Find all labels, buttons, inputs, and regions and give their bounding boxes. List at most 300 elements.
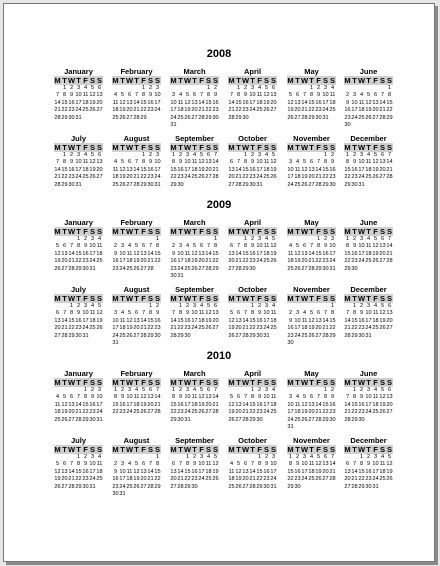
day-number: 21: [235, 258, 242, 265]
day-number: 13: [61, 468, 68, 475]
day-number: 25: [228, 483, 235, 490]
day-number: 10: [154, 92, 161, 99]
day-number: 30: [154, 332, 161, 339]
day-number: 7: [55, 92, 60, 99]
day-number: 24: [351, 114, 358, 121]
weekday-label: W: [358, 445, 366, 454]
day-number: 11: [329, 92, 336, 99]
day-number: 31: [287, 423, 294, 430]
day-number: 6: [97, 85, 102, 91]
day-number: 28: [140, 332, 147, 339]
day-number: 12: [198, 159, 205, 166]
day-number: 29: [329, 332, 336, 339]
day-number: 3: [257, 236, 262, 242]
month-name: July: [70, 436, 86, 445]
weekday-label: T: [134, 445, 139, 454]
weekday-label: M: [344, 294, 351, 303]
day-grid: [54, 454, 103, 491]
day-number: 11: [54, 401, 61, 408]
weekday-label: M: [54, 445, 61, 454]
day-number: 5: [236, 461, 241, 468]
day-number: 1: [76, 454, 81, 460]
day-number: 17: [184, 401, 191, 408]
day-number: 16: [170, 258, 177, 265]
day-number: 14: [75, 401, 82, 408]
day-number: 25: [119, 332, 126, 339]
day-number: 15: [287, 468, 294, 475]
day-number: 7: [323, 310, 328, 317]
day-number: 29: [75, 265, 82, 272]
day-number: 26: [205, 325, 212, 332]
month-name: March: [183, 369, 206, 378]
day-number: 3: [302, 454, 307, 460]
day-number: 11: [294, 401, 301, 408]
day-number: 29: [82, 416, 89, 423]
day-number: 21: [228, 107, 235, 114]
day-number: 16: [177, 401, 184, 408]
day-number: 11: [126, 250, 133, 257]
day-number: 18: [54, 409, 61, 416]
day-number: 6: [316, 310, 321, 317]
day-number: 7: [62, 310, 67, 317]
day-number: 4: [309, 454, 314, 460]
day-number: 7: [155, 387, 160, 393]
day-number: 2: [178, 152, 183, 158]
weekday-label: T: [295, 76, 300, 85]
day-number: 28: [301, 114, 308, 121]
weekday-label: S: [322, 143, 328, 152]
day-grid: [170, 152, 219, 189]
weekday-label: M: [54, 143, 61, 152]
day-number: 5: [373, 236, 378, 242]
day-number: 5: [309, 310, 314, 317]
day-number: 1: [352, 303, 357, 309]
weekday-label: T: [366, 294, 371, 303]
day-number: 4: [113, 159, 118, 166]
weekday-label: T: [236, 143, 241, 152]
day-number: 5: [271, 152, 276, 158]
day-number: 15: [147, 317, 154, 324]
day-number: 24: [177, 265, 184, 272]
day-number: 6: [271, 85, 276, 91]
day-number: 10: [89, 461, 96, 468]
day-number: 29: [344, 265, 351, 272]
weekday-label: T: [134, 294, 139, 303]
weekday-header: [228, 445, 277, 454]
day-number: 15: [112, 401, 119, 408]
day-number: 7: [330, 454, 335, 460]
day-number: 26: [263, 107, 270, 114]
day-number: 17: [256, 250, 263, 257]
day-number: 21: [242, 409, 249, 416]
weekday-label: M: [344, 378, 351, 387]
day-number: 28: [322, 332, 329, 339]
day-number: 26: [54, 483, 61, 490]
weekday-label: M: [112, 378, 119, 387]
weekday-label: S: [379, 143, 385, 152]
weekday-header: [287, 445, 336, 454]
day-number: 21: [68, 258, 75, 265]
day-number: 10: [75, 159, 82, 166]
empty-day: [198, 85, 205, 92]
day-number: 22: [82, 409, 89, 416]
day-number: 26: [301, 416, 308, 423]
day-number: 22: [61, 174, 68, 181]
day-number: 12: [96, 310, 103, 317]
day-number: 29: [212, 265, 219, 272]
day-number: 23: [112, 265, 119, 272]
month-name: April: [243, 218, 262, 227]
day-number: 20: [315, 325, 322, 332]
weekday-label: M: [112, 143, 119, 152]
day-number: 8: [155, 461, 160, 468]
day-number: 9: [83, 461, 88, 468]
day-number: 15: [170, 401, 177, 408]
day-number: 22: [112, 409, 119, 416]
day-number: 16: [212, 99, 219, 106]
day-number: 20: [191, 107, 198, 114]
day-number: 16: [358, 401, 365, 408]
day-number: 1: [213, 236, 218, 242]
day-number: 29: [249, 416, 256, 423]
day-number: 4: [97, 236, 102, 242]
weekday-label: W: [358, 294, 366, 303]
month-name: February: [120, 369, 153, 378]
month-name: November: [293, 285, 330, 294]
day-number: 13: [68, 401, 75, 408]
day-number: 24: [287, 181, 294, 188]
day-number: 12: [133, 468, 140, 475]
empty-day: [191, 85, 198, 92]
day-number: 23: [89, 409, 96, 416]
day-number: 10: [256, 243, 263, 250]
day-number: 28: [75, 416, 82, 423]
day-number: 7: [229, 92, 234, 99]
day-number: 2: [90, 387, 95, 393]
month-name: May: [304, 369, 319, 378]
weekday-label: S: [147, 445, 153, 454]
day-number: 12: [191, 250, 198, 257]
day-number: 4: [373, 387, 378, 393]
weekday-label: M: [54, 76, 61, 85]
empty-day: [119, 454, 126, 461]
day-number: 6: [213, 303, 218, 309]
day-number: 29: [61, 181, 68, 188]
day-number: 8: [387, 92, 392, 99]
day-number: 3: [185, 152, 190, 158]
day-number: 28: [235, 181, 242, 188]
day-number: 24: [89, 476, 96, 483]
month-name: December: [350, 436, 387, 445]
empty-day: [112, 85, 119, 92]
day-number: 9: [148, 92, 153, 99]
day-number: 14: [147, 250, 154, 257]
day-number: 29: [351, 332, 358, 339]
day-number: 31: [177, 272, 184, 279]
day-number: 12: [308, 317, 315, 324]
day-number: 18: [184, 258, 191, 265]
day-number: 19: [372, 166, 379, 173]
weekday-label: T: [120, 143, 125, 152]
day-number: 11: [270, 394, 277, 401]
day-number: 12: [379, 394, 386, 401]
weekday-label: S: [329, 294, 335, 303]
day-number: 17: [287, 174, 294, 181]
day-number: 26: [294, 265, 301, 272]
day-number: 15: [242, 250, 249, 257]
day-number: 10: [329, 243, 336, 250]
day-number: 19: [191, 258, 198, 265]
day-number: 24: [119, 265, 126, 272]
weekday-label: T: [366, 445, 371, 454]
day-number: 25: [379, 476, 386, 483]
day-number: 4: [192, 387, 197, 393]
month-name: July: [70, 134, 86, 143]
weekday-header: [344, 445, 393, 454]
day-number: 24: [256, 258, 263, 265]
weekday-label: T: [366, 227, 371, 236]
empty-day: [228, 85, 235, 92]
day-number: 25: [198, 325, 205, 332]
weekday-label: S: [89, 445, 95, 454]
day-number: 7: [387, 152, 392, 158]
weekday-label: T: [309, 294, 314, 303]
day-number: 24: [170, 114, 177, 121]
day-number: 19: [119, 174, 126, 181]
day-number: 19: [61, 409, 68, 416]
day-number: 25: [365, 258, 372, 265]
month-block: [344, 436, 393, 491]
day-number: 21: [301, 107, 308, 114]
day-number: 26: [89, 107, 96, 114]
day-grid: [170, 85, 219, 129]
day-number: 29: [386, 114, 393, 121]
day-number: 31: [96, 416, 103, 423]
day-grid: [54, 236, 103, 273]
weekday-header: [54, 445, 103, 454]
weekday-label: M: [54, 227, 61, 236]
weekday-label: S: [270, 76, 276, 85]
day-number: 2: [83, 236, 88, 242]
day-number: 31: [372, 483, 379, 490]
day-number: 29: [242, 181, 249, 188]
day-number: 8: [155, 243, 160, 250]
day-number: 13: [147, 394, 154, 401]
empty-day: [351, 85, 358, 92]
day-grid: [228, 85, 277, 122]
day-number: 22: [68, 325, 75, 332]
day-number: 8: [141, 92, 146, 99]
day-number: 9: [257, 310, 262, 317]
day-number: 12: [205, 310, 212, 317]
day-number: 25: [191, 174, 198, 181]
day-number: 8: [243, 243, 248, 250]
day-number: 8: [352, 394, 357, 401]
day-number: 7: [178, 461, 183, 468]
weekday-label: M: [228, 143, 235, 152]
weekday-label: T: [178, 294, 183, 303]
day-number: 27: [140, 483, 147, 490]
day-number: 19: [89, 99, 96, 106]
weekday-label: T: [120, 445, 125, 454]
day-number: 3: [90, 454, 95, 460]
day-number: 28: [308, 265, 315, 272]
weekday-label: W: [68, 445, 76, 454]
day-number: 7: [148, 461, 153, 468]
day-number: 24: [96, 409, 103, 416]
empty-day: [308, 387, 315, 394]
day-number: 25: [365, 174, 372, 181]
empty-day: [177, 236, 184, 243]
weekday-label: F: [373, 143, 378, 152]
day-number: 17: [75, 166, 82, 173]
day-number: 26: [315, 476, 322, 483]
weekday-label: W: [126, 76, 134, 85]
day-number: 4: [295, 394, 300, 401]
day-number: 30: [249, 181, 256, 188]
month-name: January: [64, 67, 93, 76]
day-number: 8: [185, 461, 190, 468]
day-number: 15: [329, 317, 336, 324]
day-number: 7: [171, 310, 176, 317]
day-number: 10: [287, 166, 294, 173]
day-number: 24: [89, 258, 96, 265]
day-grid: [344, 303, 393, 340]
day-number: 4: [127, 243, 132, 250]
day-number: 7: [236, 243, 241, 250]
weekday-header: [54, 378, 103, 387]
weekday-label: T: [62, 76, 67, 85]
day-number: 8: [323, 159, 328, 166]
day-number: 16: [147, 166, 154, 173]
day-number: 7: [243, 394, 248, 401]
day-number: 6: [134, 310, 139, 317]
day-number: 22: [140, 107, 147, 114]
day-number: 18: [96, 468, 103, 475]
weekday-label: W: [301, 76, 309, 85]
day-number: 10: [170, 99, 177, 106]
day-grid: [112, 303, 161, 347]
day-number: 14: [386, 159, 393, 166]
day-number: 30: [322, 265, 329, 272]
weekday-label: F: [141, 227, 146, 236]
weekday-label: S: [386, 294, 392, 303]
day-number: 7: [213, 152, 218, 158]
day-number: 7: [309, 243, 314, 250]
day-number: 16: [329, 166, 336, 173]
empty-day: [119, 303, 126, 310]
month-name: December: [350, 134, 387, 143]
day-number: 24: [358, 174, 365, 181]
day-number: 19: [133, 258, 140, 265]
day-number: 18: [112, 107, 119, 114]
day-number: 21: [344, 325, 351, 332]
weekday-label: M: [54, 378, 61, 387]
day-number: 31: [263, 332, 270, 339]
day-number: 19: [205, 317, 212, 324]
day-number: 30: [344, 121, 351, 128]
day-number: 5: [120, 159, 125, 166]
day-number: 11: [184, 250, 191, 257]
empty-day: [287, 152, 294, 159]
day-number: 3: [199, 454, 204, 460]
day-number: 16: [191, 468, 198, 475]
weekday-label: F: [373, 76, 378, 85]
day-number: 13: [308, 401, 315, 408]
day-number: 30: [177, 416, 184, 423]
day-number: 25: [294, 416, 301, 423]
day-number: 26: [379, 325, 386, 332]
day-number: 12: [228, 317, 235, 324]
weekday-label: S: [147, 227, 153, 236]
day-number: 10: [372, 461, 379, 468]
day-number: 28: [242, 416, 249, 423]
weekday-label: S: [386, 76, 392, 85]
day-number: 22: [154, 476, 161, 483]
day-number: 19: [133, 476, 140, 483]
day-number: 24: [256, 174, 263, 181]
day-number: 3: [155, 152, 160, 158]
weekday-label: T: [250, 143, 255, 152]
day-number: 6: [206, 152, 211, 158]
day-number: 19: [365, 107, 372, 114]
day-number: 28: [386, 258, 393, 265]
day-number: 28: [379, 114, 386, 121]
day-number: 7: [380, 92, 385, 99]
month-name: January: [64, 218, 93, 227]
weekday-label: S: [147, 378, 153, 387]
day-number: 10: [96, 394, 103, 401]
day-number: 14: [170, 317, 177, 324]
day-number: 19: [372, 250, 379, 257]
day-number: 25: [177, 114, 184, 121]
weekday-label: W: [184, 294, 192, 303]
day-number: 5: [127, 310, 132, 317]
weekday-label: W: [358, 378, 366, 387]
day-number: 10: [294, 317, 301, 324]
month-block: [344, 369, 393, 424]
empty-day: [344, 454, 351, 461]
empty-day: [294, 387, 301, 394]
empty-day: [301, 303, 308, 310]
day-number: 27: [372, 114, 379, 121]
day-number: 12: [126, 317, 133, 324]
weekday-label: M: [228, 445, 235, 454]
day-number: 15: [140, 166, 147, 173]
day-number: 7: [236, 159, 241, 166]
day-number: 9: [178, 159, 183, 166]
day-number: 11: [82, 159, 89, 166]
empty-day: [61, 454, 68, 461]
day-number: 5: [316, 454, 321, 460]
day-number: 15: [68, 317, 75, 324]
day-number: 1: [316, 236, 321, 242]
day-number: 20: [68, 409, 75, 416]
day-number: 16: [256, 401, 263, 408]
empty-day: [301, 236, 308, 243]
weekday-label: W: [126, 378, 134, 387]
day-number: 29: [344, 181, 351, 188]
day-number: 26: [198, 174, 205, 181]
day-number: 3: [330, 236, 335, 242]
day-number: 23: [329, 409, 336, 416]
day-number: 29: [315, 265, 322, 272]
day-number: 10: [89, 243, 96, 250]
weekday-label: S: [147, 143, 153, 152]
day-number: 8: [250, 310, 255, 317]
day-number: 6: [236, 310, 241, 317]
day-number: 15: [358, 468, 365, 475]
